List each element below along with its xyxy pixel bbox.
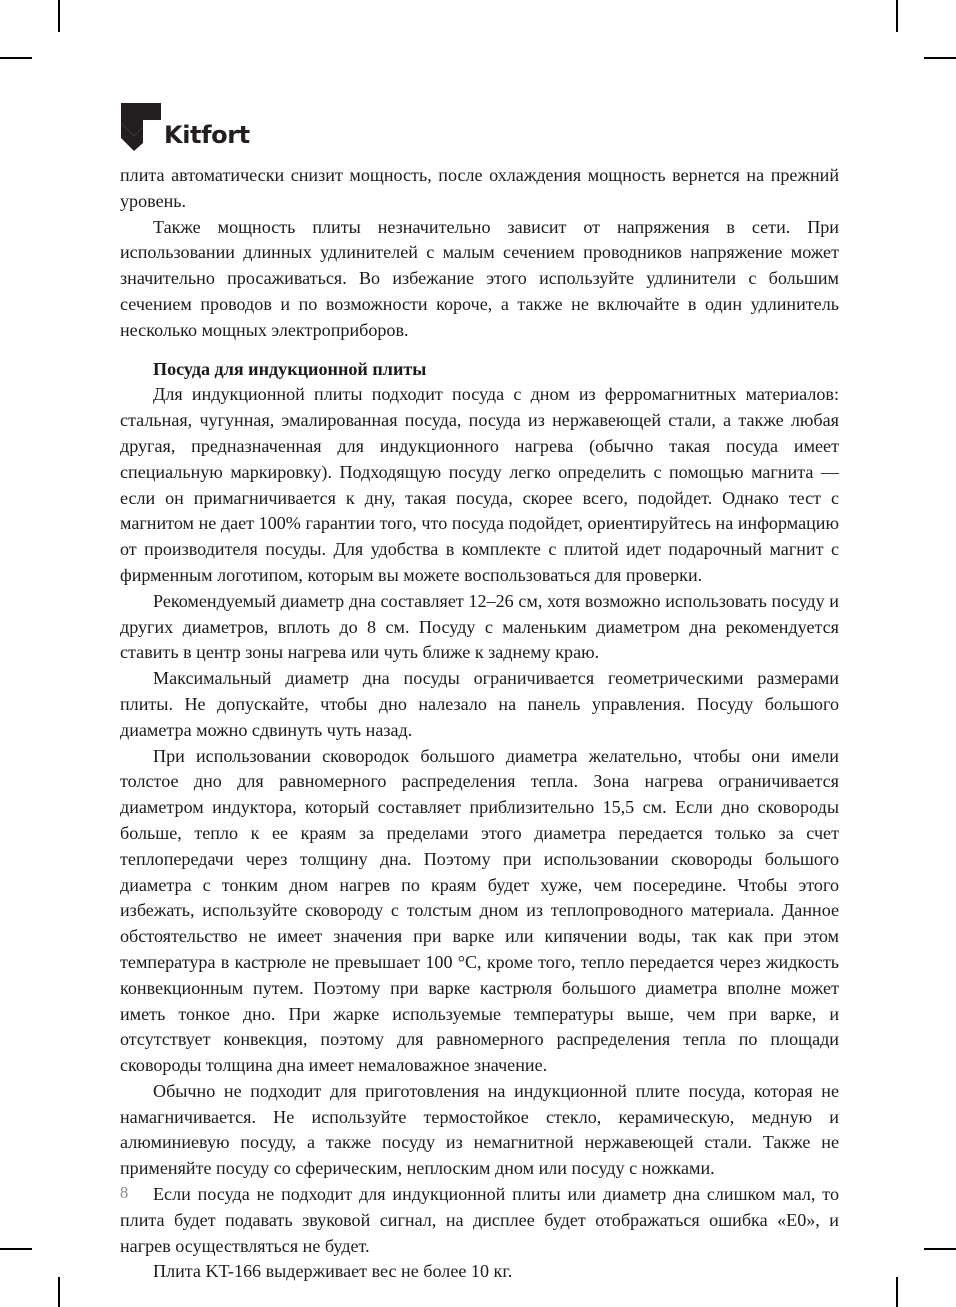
crop-mark-bottom-left-vertical [58, 1277, 60, 1307]
paragraph-voltage: Также мощность плиты незначительно зависит от напряжения в сети. При использовании длинных удлинителей с малым сечением проводников напряжение может значительно просаживаться. Во избежание этого используйте удлинители с большим сечением проводов и по возможности короче, а также не включайте в один удлинитель несколько мощных электроприборов. [120, 216, 839, 340]
brand-logo [121, 99, 250, 151]
crop-mark-bottom-left-horizontal [0, 1248, 32, 1250]
paragraph-continued: плита автоматически снизит мощность, после охлаждения мощность вернется на прежний уровень. [120, 165, 839, 211]
paragraph-recommended-diameter: Рекомендуемый диаметр дна составляет 12–26 см, хотя возможно использовать посуду и других диаметров, вплоть до 8 см. Посуду с маленьким диаметром дна рекомендуется ставить в центр зоны нагрева или чуть ближе к заднему краю. [120, 590, 839, 663]
paragraph-unsuitable-cookware: Обычно не подходит для приготовления на индукционной плите посуда, которая не намагничивается. Не используйте термостойкое стекло, керамическую, медную и алюминиевую посуду, а также посуду из немагнитной нержавеющей стали. Также не применяйте посуду со сферическим, неплоским дном или посуду с ножками. [120, 1080, 839, 1179]
paragraph-max-diameter: Максимальный диаметр дна посуды ограничивается геометрическими размерами плиты. Не допускайте, чтобы дно налезало на панель управления. Посуду большого диаметра можно сдвинуть чуть назад. [120, 668, 839, 740]
section-heading-cookware: Посуда для индукционной плиты [153, 358, 427, 379]
crop-mark-top-left-horizontal [0, 57, 32, 59]
page-number: 8 [120, 1183, 129, 1202]
page-body [120, 163, 839, 1285]
paragraph-materials: Для индукционной плиты подходит посуда с дном из ферромагнитных материалов: стальная, чугунная, эмалированная посуда, посуда из нержавеющей стали, а также любая другая, предназначенная для индукционного нагрева (обычно такая посуда имеет специальную маркировку). Подходящую посуду легко определить с помощью магнита — если он примагничивается к дну, такая посуда, скорее всего, подойдет. Однако тест с магнитом не дает 100% гарантии того, что посуда подойдет, ориентируйтесь на информацию от производителя посуды. Для удобства в комплекте с плитой идет подарочный магнит с фирменным логотипом, которым вы можете воспользоваться для проверки. [120, 384, 839, 585]
kitfort-flag-mark-icon [121, 103, 161, 151]
brand-wordmark: Kitfort [164, 121, 250, 149]
crop-mark-top-right-vertical [896, 0, 898, 32]
paragraph-error-e0: Если посуда не подходит для индукционной плиты или диаметр дна слишком мал, то плита будет подавать звуковой сигнал, на дисплее будет отображаться ошибка «E0», и нагрев осуществляться не будет. [120, 1184, 839, 1256]
crop-mark-bottom-right-horizontal [924, 1248, 956, 1250]
paragraph-weight-limit: Плита KT-166 выдерживает вес не более 10 кг. [153, 1261, 513, 1282]
crop-mark-top-right-horizontal [924, 57, 956, 59]
crop-mark-bottom-right-vertical [896, 1277, 898, 1307]
crop-mark-top-left-vertical [58, 0, 60, 32]
paragraph-thick-bottom: При использовании сковородок большого диаметра желательно, чтобы они имели толстое дно для равномерного распределения тепла. Зона нагрева ограничивается диаметром индуктора, который составляет приблизительно 15,5 см. Если дно сковороды больше, тепло к ее краям за пределами этого диаметра передается только за счет теплопередачи через толщину дна. Поэтому при использовании сковороды большого диаметра с тонким дном нагрев по краям будет хуже, чем посередине. Чтобы этого избежать, используйте сковороду с толстым дном из теплопроводного материала. Данное обстоятельство не имеет значения при варке или кипячении воды, так как при этом температура в кастрюле не превышает 100 °C, кроме того, тепло передается через жидкость конвекционным путем. Поэтому при варке кастрюля большого диаметра вполне может иметь тонкое дно. При жарке используемые температуры выше, чем при варке, и отсутствует конвекция, поэтому для равномерного распределения тепла по площади сковороды толщина дна имеет немаловажное значение. [120, 745, 839, 1076]
